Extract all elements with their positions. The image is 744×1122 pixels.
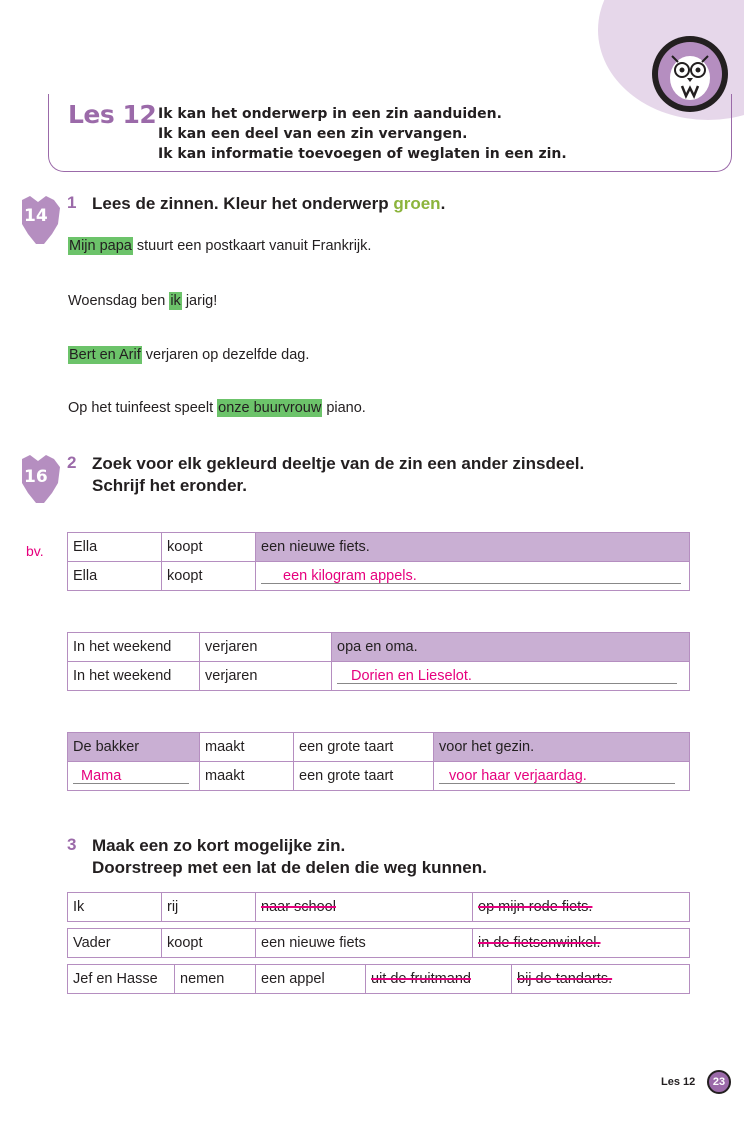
subject-highlight: Mijn papa xyxy=(69,238,132,254)
table-cell: Ella xyxy=(68,533,162,562)
badge-number: 16 xyxy=(24,467,48,487)
subject-highlight: ik xyxy=(170,293,181,309)
table-cell: In het weekend xyxy=(68,662,200,691)
table-cell-struck[interactable]: uit de fruitmand xyxy=(366,965,512,994)
exercise-number: 3 xyxy=(67,835,77,854)
goal-3: Ik kan informatie toevoegen of weglaten in een zin. xyxy=(158,146,567,162)
strike-table xyxy=(67,892,690,922)
table-cell: een appel xyxy=(256,965,366,994)
goal-2: Ik kan een deel van een zin vervangen. xyxy=(158,126,468,142)
table-cell-colored: opa en oma. xyxy=(332,633,690,662)
table-cell: een grote taart xyxy=(294,762,434,791)
exercise-title: Zoek voor elk gekleurd deeltje van de zin een ander zinsdeel. Schrijf het eronder. xyxy=(92,454,585,495)
sentence: Op het tuinfeest speelt onze buurvrouw piano. xyxy=(68,400,366,416)
table-cell: maakt xyxy=(200,762,294,791)
table-cell: In het weekend xyxy=(68,633,200,662)
table-cell: maakt xyxy=(200,733,294,762)
table-cell-colored: voor het gezin. xyxy=(434,733,690,762)
subject-highlight: onze buurvrouw xyxy=(218,400,322,416)
sentence: Bert en Arif verjaren op dezelfde dag. xyxy=(69,347,310,363)
table-cell-colored: een nieuwe fiets. xyxy=(256,533,690,562)
example-table xyxy=(67,532,690,591)
table-cell: koopt xyxy=(162,562,256,591)
table-cell: nemen xyxy=(175,965,256,994)
table-cell: koopt xyxy=(162,533,256,562)
table-cell: Ik xyxy=(68,893,162,922)
answer-field[interactable]: Dorien en Lieselot. xyxy=(332,662,690,691)
table-cell: verjaren xyxy=(200,662,332,691)
footer-lesson-label: Les 12 xyxy=(661,1076,696,1088)
strike-table xyxy=(67,964,690,994)
table-cell: rij xyxy=(162,893,256,922)
subject-highlight: Bert en Arif xyxy=(69,347,141,363)
table-cell-struck[interactable]: naar school xyxy=(256,893,473,922)
lesson-title: Les 12 xyxy=(68,100,157,129)
exercise-title: Lees de zinnen. Kleur het onderwerp groen. xyxy=(92,194,446,213)
page-number: 23 xyxy=(707,1070,731,1094)
table-cell: Vader xyxy=(68,929,162,958)
exercise-title: Maak een zo kort mogelijke zin. Doorstreep met een lat de delen die weg kunnen. xyxy=(92,836,487,877)
answer-field[interactable]: een kilogram appels. xyxy=(256,562,690,591)
exercise-table xyxy=(67,732,690,791)
strike-table xyxy=(67,928,690,958)
answer-field[interactable]: voor haar verjaardag. xyxy=(434,762,690,791)
table-cell: koopt xyxy=(162,929,256,958)
table-cell: verjaren xyxy=(200,633,332,662)
table-cell: Jef en Hasse xyxy=(68,965,175,994)
table-cell-struck[interactable]: bij de tandarts. xyxy=(512,965,690,994)
exercise-table xyxy=(67,632,690,691)
sentence: Mijn papa stuurt een postkaart vanuit Frankrijk. xyxy=(69,238,372,254)
table-cell-colored: De bakker xyxy=(68,733,200,762)
table-cell: Ella xyxy=(68,562,162,591)
table-cell-struck[interactable]: op mijn rode fiets. xyxy=(473,893,690,922)
exercise-number: 2 xyxy=(67,453,77,472)
sentence: Woensdag ben ik jarig! xyxy=(68,293,218,309)
exercise-number: 1 xyxy=(67,193,77,212)
table-cell-struck[interactable]: in de fietsenwinkel. xyxy=(473,929,690,958)
badge-number: 14 xyxy=(24,206,48,226)
example-label: bv. xyxy=(26,543,44,559)
table-cell: een nieuwe fiets xyxy=(256,929,473,958)
goal-1: Ik kan het onderwerp in een zin aanduiden. xyxy=(158,106,502,122)
table-cell: een grote taart xyxy=(294,733,434,762)
answer-field[interactable]: Mama xyxy=(68,762,200,791)
